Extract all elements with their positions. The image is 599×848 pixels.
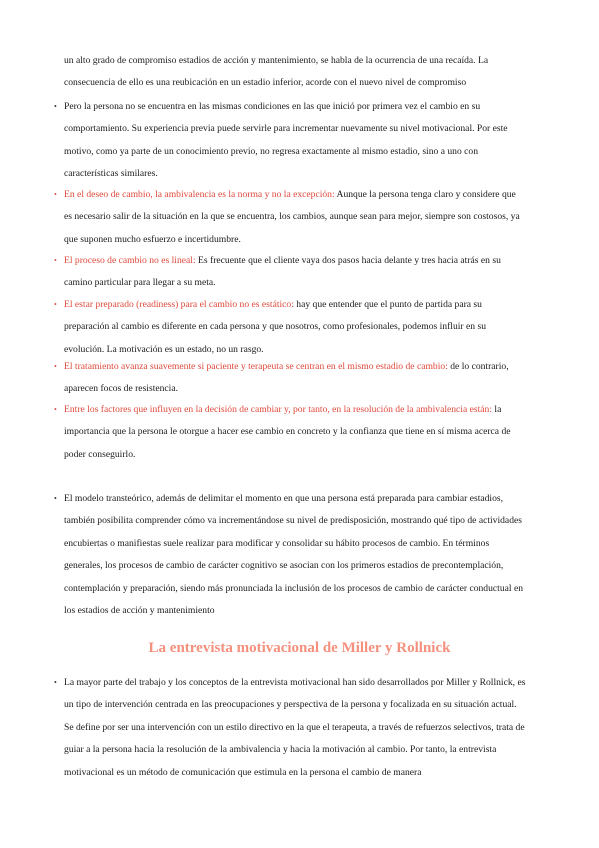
list-item — [64, 399, 526, 466]
bullet-text: La mayor parte del trabajo y los conceptos de la entrevista motivacional han sido desarrollados por Miller y Rollnick, es un tipo de intervención centrada en las preocupaciones y perspectiva de la persona y focalizada en su situación actual. Se define por ser una intervención con un estilo directivo en la que el terapeuta, a través de refuerzos selectivos, trata de guiar a la persona hacia la resolución de la ambivalencia y hacia la motivación al cambio. Por tanto, la entrevista motivacional es un método de comunicación que estimula en la persona el cambio de manera — [64, 677, 526, 778]
bullet-text: Aunque la persona tenga claro y considere que es necesario salir de la situación en la que se encuentra, los cambios, aunque sean para mejor, siempre son costosos, ya que suponen mucho esfuerzo e incertidumbre. — [64, 189, 520, 245]
bullet-text: El modelo transteórico, además de delimitar el momento en que una persona está preparada para cambiar estadios, también posibilita comprender cómo va incrementándose su nivel de predisposición, mostrando qué tipo de actividades encubiertas o manifiestas suele realizar para modificar y consolidar su hábito procesos de cambio. En términos generales, los procesos de cambio de carácter cognitivo se asocian con los primeros estadios de precontemplación, contemplación y preparación, siendo más pronunciada la inclusión de los procesos de cambio de carácter conductual en los estadios de acción y mantenimiento — [64, 493, 523, 617]
bullet-text: Pero la persona no se encuentra en las mismas condiciones en las que inició por primera vez el cambio en su comportamiento. Su experiencia previa puede servirle para incrementar nuevamente su nivel motivacional. Por este motivo, como ya parte de un conocimiento previo, no regresa exactamente al mismo estadio, sino a uno con características similares. — [64, 101, 508, 180]
bullet-text: de lo contrario, aparecen focos de resistencia. — [64, 361, 509, 395]
list-item — [64, 356, 526, 401]
bullet-lead: El proceso de cambio no es lineal: — [64, 255, 196, 266]
list-item — [64, 488, 526, 622]
bullet-text: la importancia que la persona le otorgue a hacer ese cambio en concreto y la confianza que tiene en sí misma acerca de poder conseguirlo. — [64, 404, 511, 460]
bullet-lead: En el deseo de cambio, la ambivalencia es la norma y no la excepción: — [64, 189, 335, 200]
section-heading: La entrevista motivacional de Miller y Rollnick — [148, 640, 451, 656]
bullet-lead: El estar preparado (readiness) para el cambio no es estático: — [64, 299, 294, 310]
list-item — [64, 96, 526, 186]
list-item — [64, 294, 526, 361]
intro-paragraph: un alto grado de compromiso estadios de acción y mantenimiento, se habla de la ocurrencia de una recaída. La consecuencia de ello es una reubicación en un estadio inferior, acorde con el nuevo nivel de compromiso — [64, 55, 489, 89]
list-item — [64, 672, 526, 784]
list-item — [64, 184, 526, 251]
list-item — [64, 250, 526, 295]
bullet-text: Es frecuente que el cliente vaya dos pasos hacia delante y tres hacia atrás en su camino particular para llegar a su meta. — [64, 255, 501, 289]
bullet-lead: El tratamiento avanza suavemente si paciente y terapeuta se centran en el mismo estadio de cambio: — [64, 361, 448, 372]
bullet-lead: Entre los factores que influyen en la decisión de cambiar y, por tanto, en la resolución de la ambivalencia están: — [64, 404, 493, 415]
bullet-text: hay que entender que el punto de partida para su preparación al cambio es diferente en cada persona y que nosotros, como profesionales, podemos influir en su evolución. La motivación es un estado, no un rasgo. — [64, 299, 486, 355]
